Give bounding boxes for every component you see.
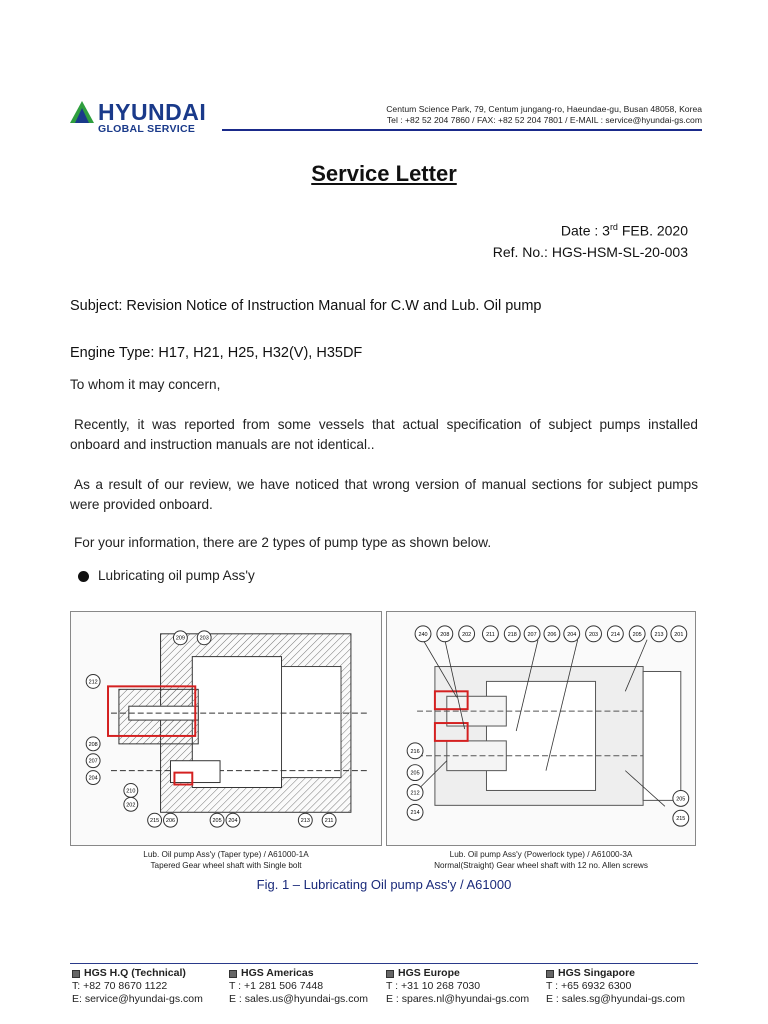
callout-label: 205	[212, 818, 222, 825]
office-email[interactable]: E : sales.us@hyundai-gs.com	[229, 993, 369, 1006]
callout-label: 206	[547, 631, 557, 638]
date-suffix: FEB. 2020	[617, 222, 688, 239]
callout-label: 205	[410, 770, 420, 777]
callout-label: 201	[674, 631, 684, 638]
date-prefix: Date : 3	[560, 222, 610, 239]
callout-label: 216	[410, 748, 420, 755]
office-hq	[72, 967, 203, 1007]
callout-label: 209	[175, 635, 185, 642]
company-logo	[70, 99, 230, 139]
callout-label: 202	[126, 802, 136, 809]
office-email[interactable]: E : sales.sg@hyundai-gs.com	[546, 993, 686, 1006]
office-square-icon	[546, 970, 554, 978]
figure-taper-type	[70, 611, 382, 846]
callout-label: 205	[676, 796, 686, 803]
body-paragraph-2: As a result of our review, we have noticed that wrong version of manual sections for subject pumps were provided onboard.	[70, 477, 698, 512]
bullet-item: Lubricating oil pump Ass'y	[98, 568, 255, 583]
taper-pump-drawing	[71, 612, 381, 845]
office-americas	[229, 967, 368, 1007]
callout-label: 215	[676, 816, 686, 823]
office-tel: T : +65 6932 6300	[546, 980, 632, 993]
taper-caption	[70, 849, 382, 871]
callout-label: 214	[610, 631, 620, 638]
office-square-icon	[386, 970, 394, 978]
contact-line: Tel : +82 52 204 7860 / FAX: +82 52 204 7801 / E-MAIL : service@hyundai-gs.com	[386, 115, 702, 125]
page-title: Service Letter	[311, 161, 457, 186]
callout-label: 202	[462, 631, 472, 638]
body-paragraph-3: For your information, there are 2 types of pump type as shown below.	[74, 535, 492, 550]
callout-label: 213	[654, 631, 664, 638]
callout-label: 203	[199, 635, 209, 642]
letter-subject: Subject: Revision Notice of Instruction Manual for C.W and Lub. Oil pump	[70, 298, 542, 314]
office-name: HGS Americas	[241, 967, 314, 979]
powerlock-pump-drawing	[387, 612, 695, 845]
callout-label: 204	[228, 818, 238, 825]
body-paragraph-1: Recently, it was reported from some vessels that actual specification of subject pumps installed onboard and instruction manuals are not identical..	[70, 417, 698, 452]
logo-triangle-icon	[70, 101, 94, 123]
engine-type: Engine Type: H17, H21, H25, H32(V), H35DF	[70, 345, 363, 361]
date-superscript: rd	[609, 222, 618, 232]
taper-caption-line2: Tapered Gear wheel shaft with Single bolt	[150, 861, 302, 870]
callout-label: 206	[165, 818, 176, 825]
office-singapore	[546, 967, 685, 1007]
powerlock-caption	[386, 849, 696, 871]
office-tel: T : +1 281 506 7448	[229, 980, 324, 993]
bullet-icon	[78, 571, 89, 582]
powerlock-caption-line1: Lub. Oil pump Ass'y (Powerlock type) / A61000-3A	[449, 850, 633, 859]
callout-label: 208	[440, 631, 450, 638]
callout-label: 215	[150, 818, 160, 825]
office-email[interactable]: E: service@hyundai-gs.com	[72, 993, 203, 1006]
callout-label: 203	[589, 631, 599, 638]
letter-date	[561, 222, 688, 239]
office-email[interactable]: E : spares.nl@hyundai-gs.com	[386, 993, 530, 1006]
header-rule	[222, 129, 702, 131]
callout-label: 205	[632, 631, 642, 638]
callout-label: 207	[88, 758, 98, 765]
salutation: To whom it may concern,	[70, 377, 221, 392]
reference-number: Ref. No.: HGS-HSM-SL-20-003	[492, 244, 688, 260]
callout-label: 204	[88, 775, 98, 782]
address-line: Centum Science Park, 79, Centum jungang-ro, Haeundae-gu, Busan 48058, Korea	[386, 104, 702, 114]
callout-label: 207	[527, 631, 537, 638]
callout-label: 214	[410, 810, 420, 817]
callout-label: 211	[324, 818, 334, 825]
callout-label: 213	[300, 818, 310, 825]
callout-label: 210	[126, 788, 136, 795]
office-europe	[386, 967, 529, 1007]
office-square-icon	[229, 970, 237, 978]
taper-caption-line1: Lub. Oil pump Ass'y (Taper type) / A61000-1A	[143, 850, 309, 859]
office-name: HGS H.Q (Technical)	[84, 967, 186, 979]
callout-label: 218	[507, 631, 517, 638]
office-name: HGS Singapore	[558, 967, 636, 979]
powerlock-caption-line2: Normal(Straight) Gear wheel shaft with 12 no. Allen screws	[434, 861, 648, 870]
figure-powerlock-type	[386, 611, 696, 846]
figure-caption: Fig. 1 – Lubricating Oil pump Ass'y / A61000	[256, 877, 512, 892]
footer-rule	[70, 963, 698, 964]
callout-label: 240	[418, 631, 428, 638]
office-tel: T : +31 10 268 7030	[386, 980, 481, 993]
logo-name: HYUNDAI	[98, 99, 207, 125]
callout-label: 212	[88, 679, 98, 686]
callout-label: 212	[410, 790, 420, 797]
office-square-icon	[72, 970, 80, 978]
office-name: HGS Europe	[398, 967, 460, 979]
header-address	[282, 104, 702, 126]
callout-label: 211	[486, 631, 495, 638]
callout-label: 204	[567, 631, 577, 638]
callout-label: 208	[88, 741, 98, 748]
office-tel: T: +82 70 8670 1122	[72, 980, 168, 993]
logo-subtitle: GLOBAL SERVICE	[98, 123, 196, 135]
